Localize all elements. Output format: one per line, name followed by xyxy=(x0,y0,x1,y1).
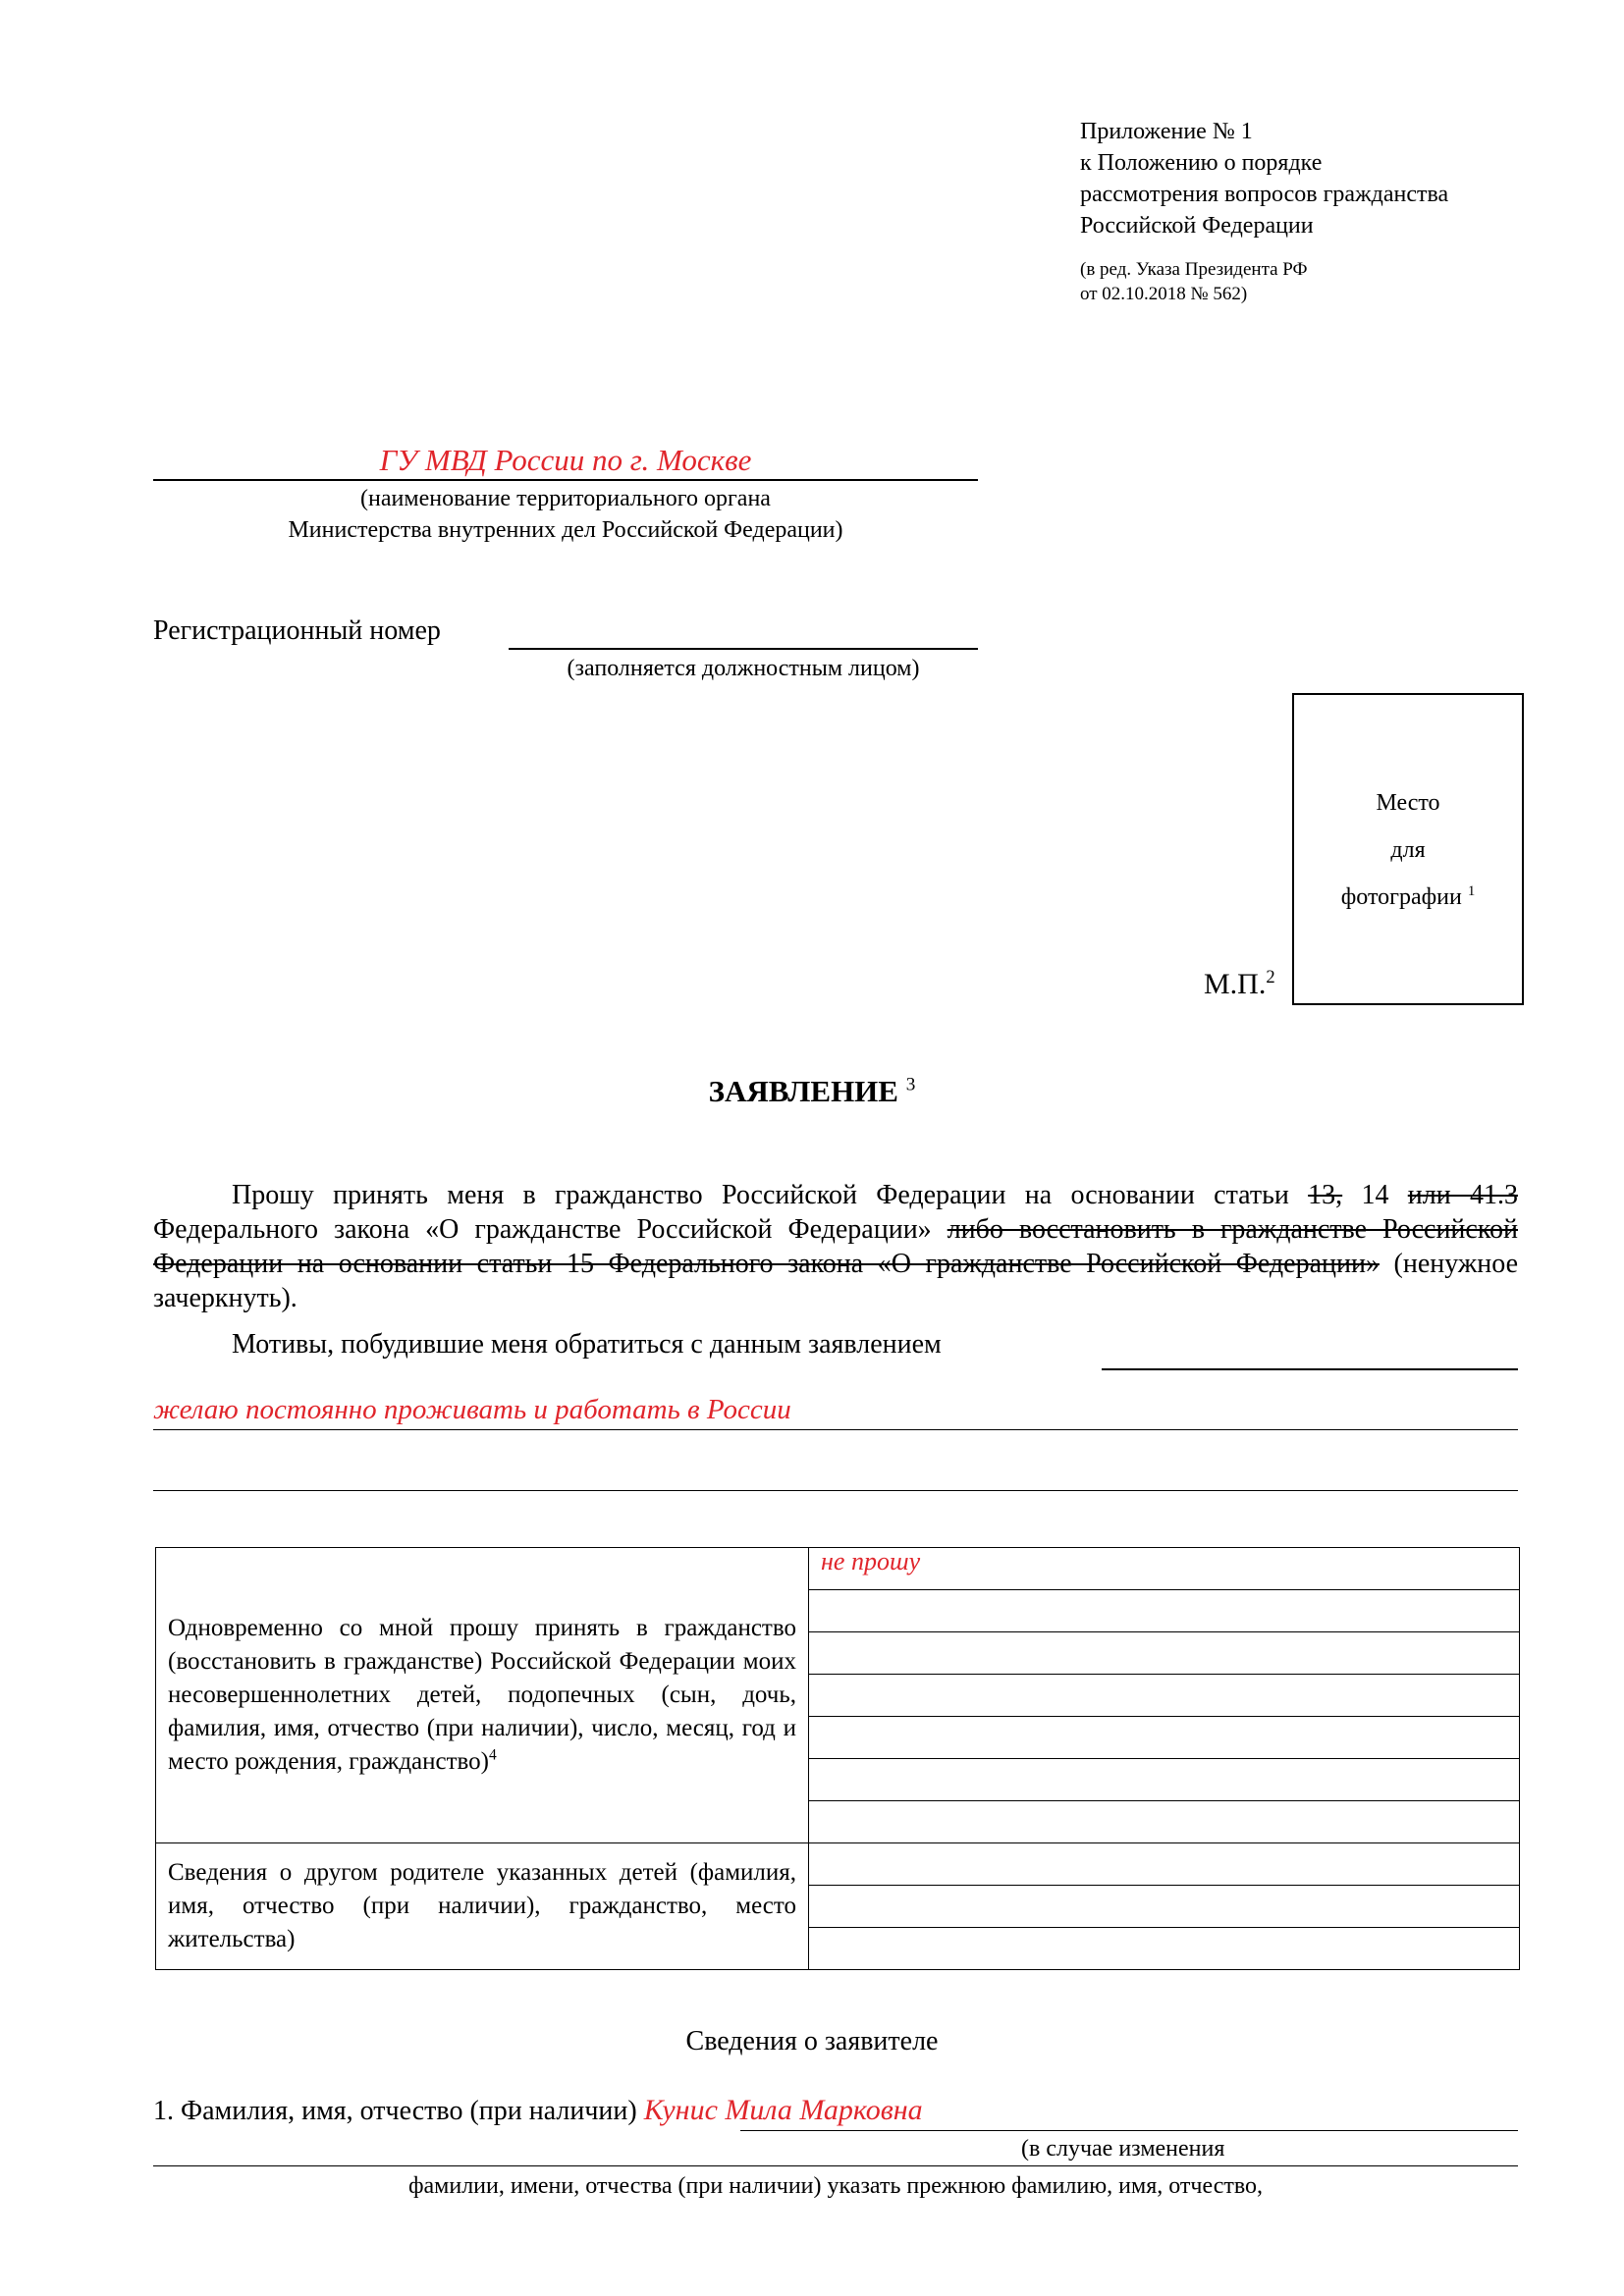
appendix-block xyxy=(1080,116,1532,241)
applicant-name-field[interactable]: Кунис Мила Марковна xyxy=(643,2094,923,2126)
photo-placeholder xyxy=(1292,693,1524,1005)
stamp-text: М.П. xyxy=(1204,968,1267,1000)
children-cell[interactable] xyxy=(809,1548,1520,1590)
photo-caption-line: для xyxy=(1390,837,1426,863)
name-change-note: (в случае изменения xyxy=(1021,2136,1225,2162)
document-title xyxy=(0,1072,1624,1111)
appendix-line: рассмотрения вопросов гражданства xyxy=(1080,182,1449,207)
applicant-heading: Сведения о заявителе xyxy=(685,2026,939,2056)
para-text: (ненужное зачеркнуть). xyxy=(153,1249,1519,1313)
para-text: Прошу принять меня в гражданство Российской Федерации на основании статьи xyxy=(232,1180,1309,1210)
edition-line: (в ред. Указа Президента РФ xyxy=(1080,259,1308,280)
photo-caption-line xyxy=(1294,874,1522,921)
para-text: 14 xyxy=(1342,1180,1408,1210)
stamp-label xyxy=(1204,967,1275,1002)
children-value: не прошу xyxy=(821,1547,921,1575)
previous-name-field[interactable] xyxy=(153,2165,1518,2166)
parent-cell[interactable] xyxy=(809,1843,1520,1886)
applicant-name-underline xyxy=(740,2130,1518,2131)
children-description-text: Одновременно со мной прошу принять в гражданство (восстановить в гражданстве) Российской Федерации моих несовершеннолетних детей, подопечных (сын, дочь, фамилия, имя, отчество (при наличии), число, месяц, год и место рождения, гражданство) xyxy=(168,1615,796,1775)
previous-name-caption: фамилии, имени, отчества (при наличии) указать прежнюю фамилию, имя, отчество, xyxy=(407,2173,1264,2199)
appendix-line: Приложение № 1 xyxy=(1080,119,1253,144)
parent-cell[interactable] xyxy=(809,1928,1520,1970)
authority-caption-line: Министерства внутренних дел Российской Федерации) xyxy=(288,517,843,543)
authority-field[interactable]: ГУ МВД России по г. Москве xyxy=(379,443,752,477)
children-cell[interactable] xyxy=(809,1717,1520,1759)
edition-line: от 02.10.2018 № 562) xyxy=(1080,284,1248,304)
struck-article: или 41.3 xyxy=(1407,1180,1519,1210)
motives-underline xyxy=(153,1490,1518,1491)
title-footnote: 3 xyxy=(905,1074,916,1095)
edition-note xyxy=(1080,257,1434,306)
children-cell[interactable] xyxy=(809,1801,1520,1843)
appendix-line: Российской Федерации xyxy=(1080,213,1314,239)
motives-label: Мотивы, побудившие меня обратиться с данным заявлением xyxy=(232,1329,942,1360)
photo-caption xyxy=(1294,779,1522,921)
parent-cell[interactable] xyxy=(809,1886,1520,1928)
appendix-line: к Положению о порядке xyxy=(1080,150,1323,176)
parent-description: Сведения о другом родителе указанных детей (фамилия, имя, отчество (при наличии), гражданство, место жительства) xyxy=(156,1843,809,1970)
struck-clause: либо восстановить в гражданстве Российской Федерации на основании статьи 15 Федерального закона «О гражданстве Российской Федерации» xyxy=(153,1214,1519,1279)
photo-caption-word: фотографии xyxy=(1340,884,1462,910)
children-table xyxy=(155,1547,1520,1970)
motives-underline xyxy=(153,1429,1518,1430)
children-cell[interactable] xyxy=(809,1759,1520,1801)
authority-underline xyxy=(153,479,978,481)
request-paragraph xyxy=(153,1178,1518,1315)
registration-number-field[interactable] xyxy=(509,648,978,650)
registration-label: Регистрационный номер xyxy=(153,615,441,646)
struck-article: 13, xyxy=(1308,1180,1343,1210)
para-text: Федерального закона «О гражданстве Российской Федерации» xyxy=(153,1214,947,1245)
authority-caption-line: (наименование территориального органа xyxy=(360,486,771,511)
motives-underline xyxy=(1102,1368,1518,1370)
registration-caption: (заполняется должностным лицом) xyxy=(567,656,920,681)
children-cell[interactable] xyxy=(809,1632,1520,1675)
children-cell[interactable] xyxy=(809,1590,1520,1632)
children-cell[interactable] xyxy=(809,1675,1520,1717)
document-title-text: ЗАЯВЛЕНИЕ xyxy=(708,1074,898,1108)
photo-footnote: 1 xyxy=(1467,883,1476,899)
children-footnote: 4 xyxy=(489,1746,497,1764)
motives-field[interactable]: желаю постоянно проживать и работать в России xyxy=(153,1394,791,1425)
applicant-name-label: 1. Фамилия, имя, отчество (при наличии) xyxy=(153,2096,637,2126)
stamp-footnote: 2 xyxy=(1266,967,1275,988)
applicant-name-row xyxy=(153,2093,923,2129)
children-description xyxy=(156,1548,809,1843)
photo-caption-line: Место xyxy=(1376,790,1440,816)
authority-caption xyxy=(153,483,978,546)
